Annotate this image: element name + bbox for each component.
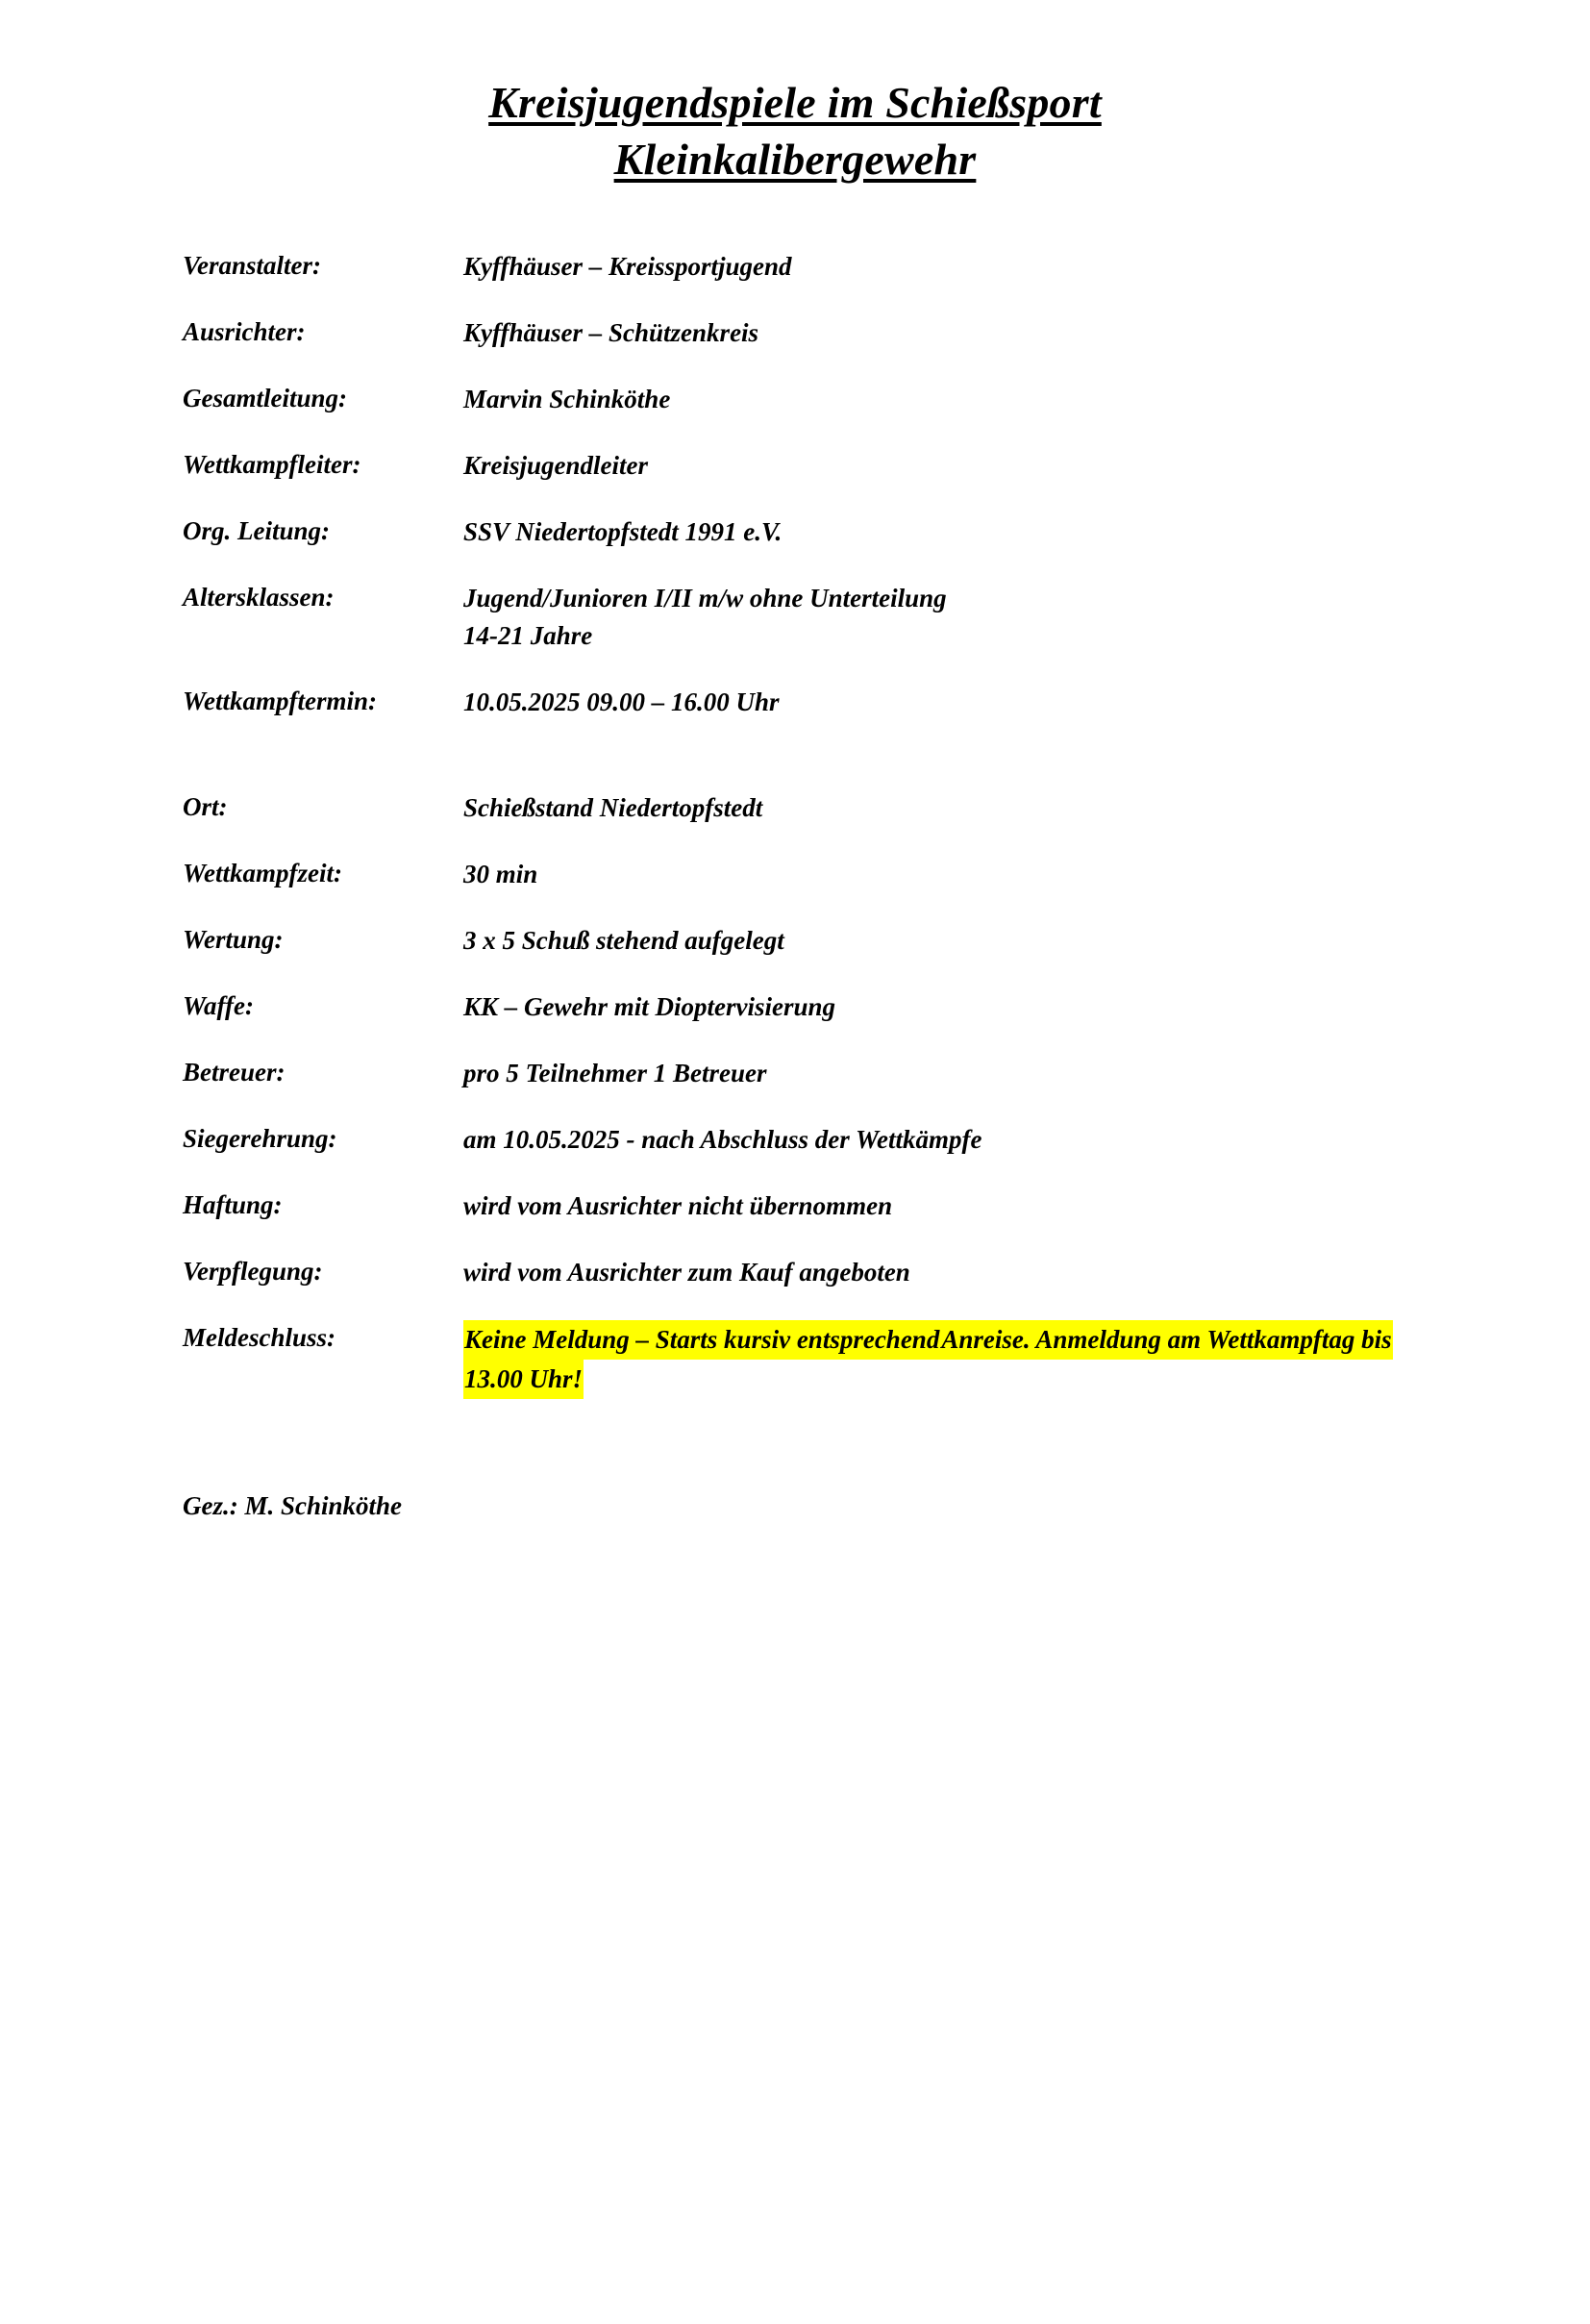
- detail-value-line: Kyffhäuser – Kreissportjugend: [463, 251, 792, 281]
- detail-value-line: wird vom Ausrichter nicht übernommen: [463, 1191, 893, 1221]
- detail-label: Org. Leitung:: [183, 515, 331, 545]
- detail-row: [183, 381, 1446, 419]
- detail-value-line: Anreise. Anmeldung am Wettkampftag bis: [940, 1320, 1392, 1360]
- detail-row: [183, 1055, 1446, 1093]
- detail-value: [463, 580, 1446, 657]
- detail-label: Wettkampftermin:: [183, 687, 377, 716]
- detail-label: Betreuer:: [183, 1058, 286, 1087]
- detail-row: [183, 922, 1446, 961]
- detail-label: Gesamtleitung:: [183, 383, 348, 412]
- title-line-1: [0, 75, 1590, 132]
- details-list: [0, 248, 1590, 1399]
- title-line-1-text: Kreisjugendspiele im Schießsport: [488, 78, 1102, 127]
- detail-value: [463, 922, 1446, 961]
- detail-value: [463, 789, 1446, 828]
- detail-label: Verpflegung:: [183, 1257, 323, 1287]
- detail-label: Altersklassen:: [183, 582, 335, 612]
- detail-value-line: am 10.05.2025 - nach Abschluss der Wettkämpfe: [463, 1125, 982, 1155]
- detail-row: [183, 248, 1446, 287]
- signature: Gez.: M. Schinköthe: [183, 1491, 403, 1521]
- detail-value-line: pro 5 Teilnehmer 1 Betreuer: [463, 1059, 767, 1088]
- detail-value-line: wird vom Ausrichter zum Kauf angeboten: [463, 1258, 910, 1287]
- detail-label: Ort:: [183, 792, 228, 822]
- detail-value: [463, 513, 1446, 552]
- detail-row: [183, 684, 1446, 722]
- detail-value: [463, 856, 1446, 894]
- detail-value-highlighted: [463, 1320, 1446, 1399]
- detail-value-line: KK – Gewehr mit Dioptervisierung: [463, 992, 836, 1022]
- detail-row: [183, 447, 1446, 486]
- detail-row: [183, 1320, 1446, 1399]
- detail-label: Meldeschluss:: [183, 1323, 336, 1352]
- detail-row: [183, 1187, 1446, 1226]
- detail-value: [463, 314, 1446, 353]
- document-title: [0, 75, 1590, 188]
- detail-value: [463, 381, 1446, 419]
- detail-value-line: 13.00 Uhr!: [463, 1360, 584, 1399]
- title-line-2-text: Kleinkalibergewehr: [613, 134, 977, 184]
- detail-label: Siegerehrung:: [183, 1124, 337, 1154]
- detail-value-line: 30 min: [463, 860, 538, 889]
- detail-row: [183, 988, 1446, 1027]
- detail-label: Wettkampfzeit:: [183, 859, 342, 888]
- detail-row: [183, 1254, 1446, 1292]
- detail-value: [463, 1121, 1446, 1160]
- detail-row: [183, 314, 1446, 353]
- title-line-2: [0, 132, 1590, 188]
- detail-value: [463, 248, 1446, 287]
- detail-value-line: Schießstand Niedertopfstedt: [463, 793, 763, 823]
- detail-value: [463, 1187, 1446, 1226]
- detail-value-line: Kyffhäuser – Schützenkreis: [463, 317, 759, 347]
- document-page: [0, 75, 1590, 2324]
- detail-row: [183, 789, 1446, 828]
- detail-value-line: SSV Niedertopfstedt 1991 e.V.: [463, 516, 783, 546]
- detail-value: [463, 684, 1446, 722]
- detail-label: Wettkampfleiter:: [183, 449, 361, 479]
- detail-row: [183, 856, 1446, 894]
- detail-label: Waffe:: [183, 991, 254, 1021]
- detail-value-line: 3 x 5 Schuß stehend aufgelegt: [463, 926, 784, 956]
- detail-value: [463, 988, 1446, 1027]
- detail-label: Veranstalter:: [183, 250, 322, 280]
- detail-value: [463, 1055, 1446, 1093]
- detail-value-line: Marvin Schinköthe: [463, 384, 671, 413]
- detail-value-line: Keine Meldung – Starts kursiv entsprechend: [463, 1320, 940, 1360]
- detail-value: [463, 447, 1446, 486]
- detail-value-line: Kreisjugendleiter: [463, 450, 649, 480]
- detail-value-line: 10.05.2025 09.00 – 16.00 Uhr: [463, 687, 780, 717]
- detail-label: Haftung:: [183, 1190, 283, 1220]
- detail-value-line: 14-21 Jahre: [463, 621, 593, 651]
- detail-value-line: Jugend/Junioren I/II m/w ohne Unterteilung: [463, 583, 947, 612]
- detail-row: [183, 580, 1446, 657]
- detail-row: [183, 1121, 1446, 1160]
- detail-row: [183, 513, 1446, 552]
- detail-label: Wertung:: [183, 925, 284, 955]
- detail-label: Ausrichter:: [183, 316, 306, 346]
- detail-value: [463, 1254, 1446, 1292]
